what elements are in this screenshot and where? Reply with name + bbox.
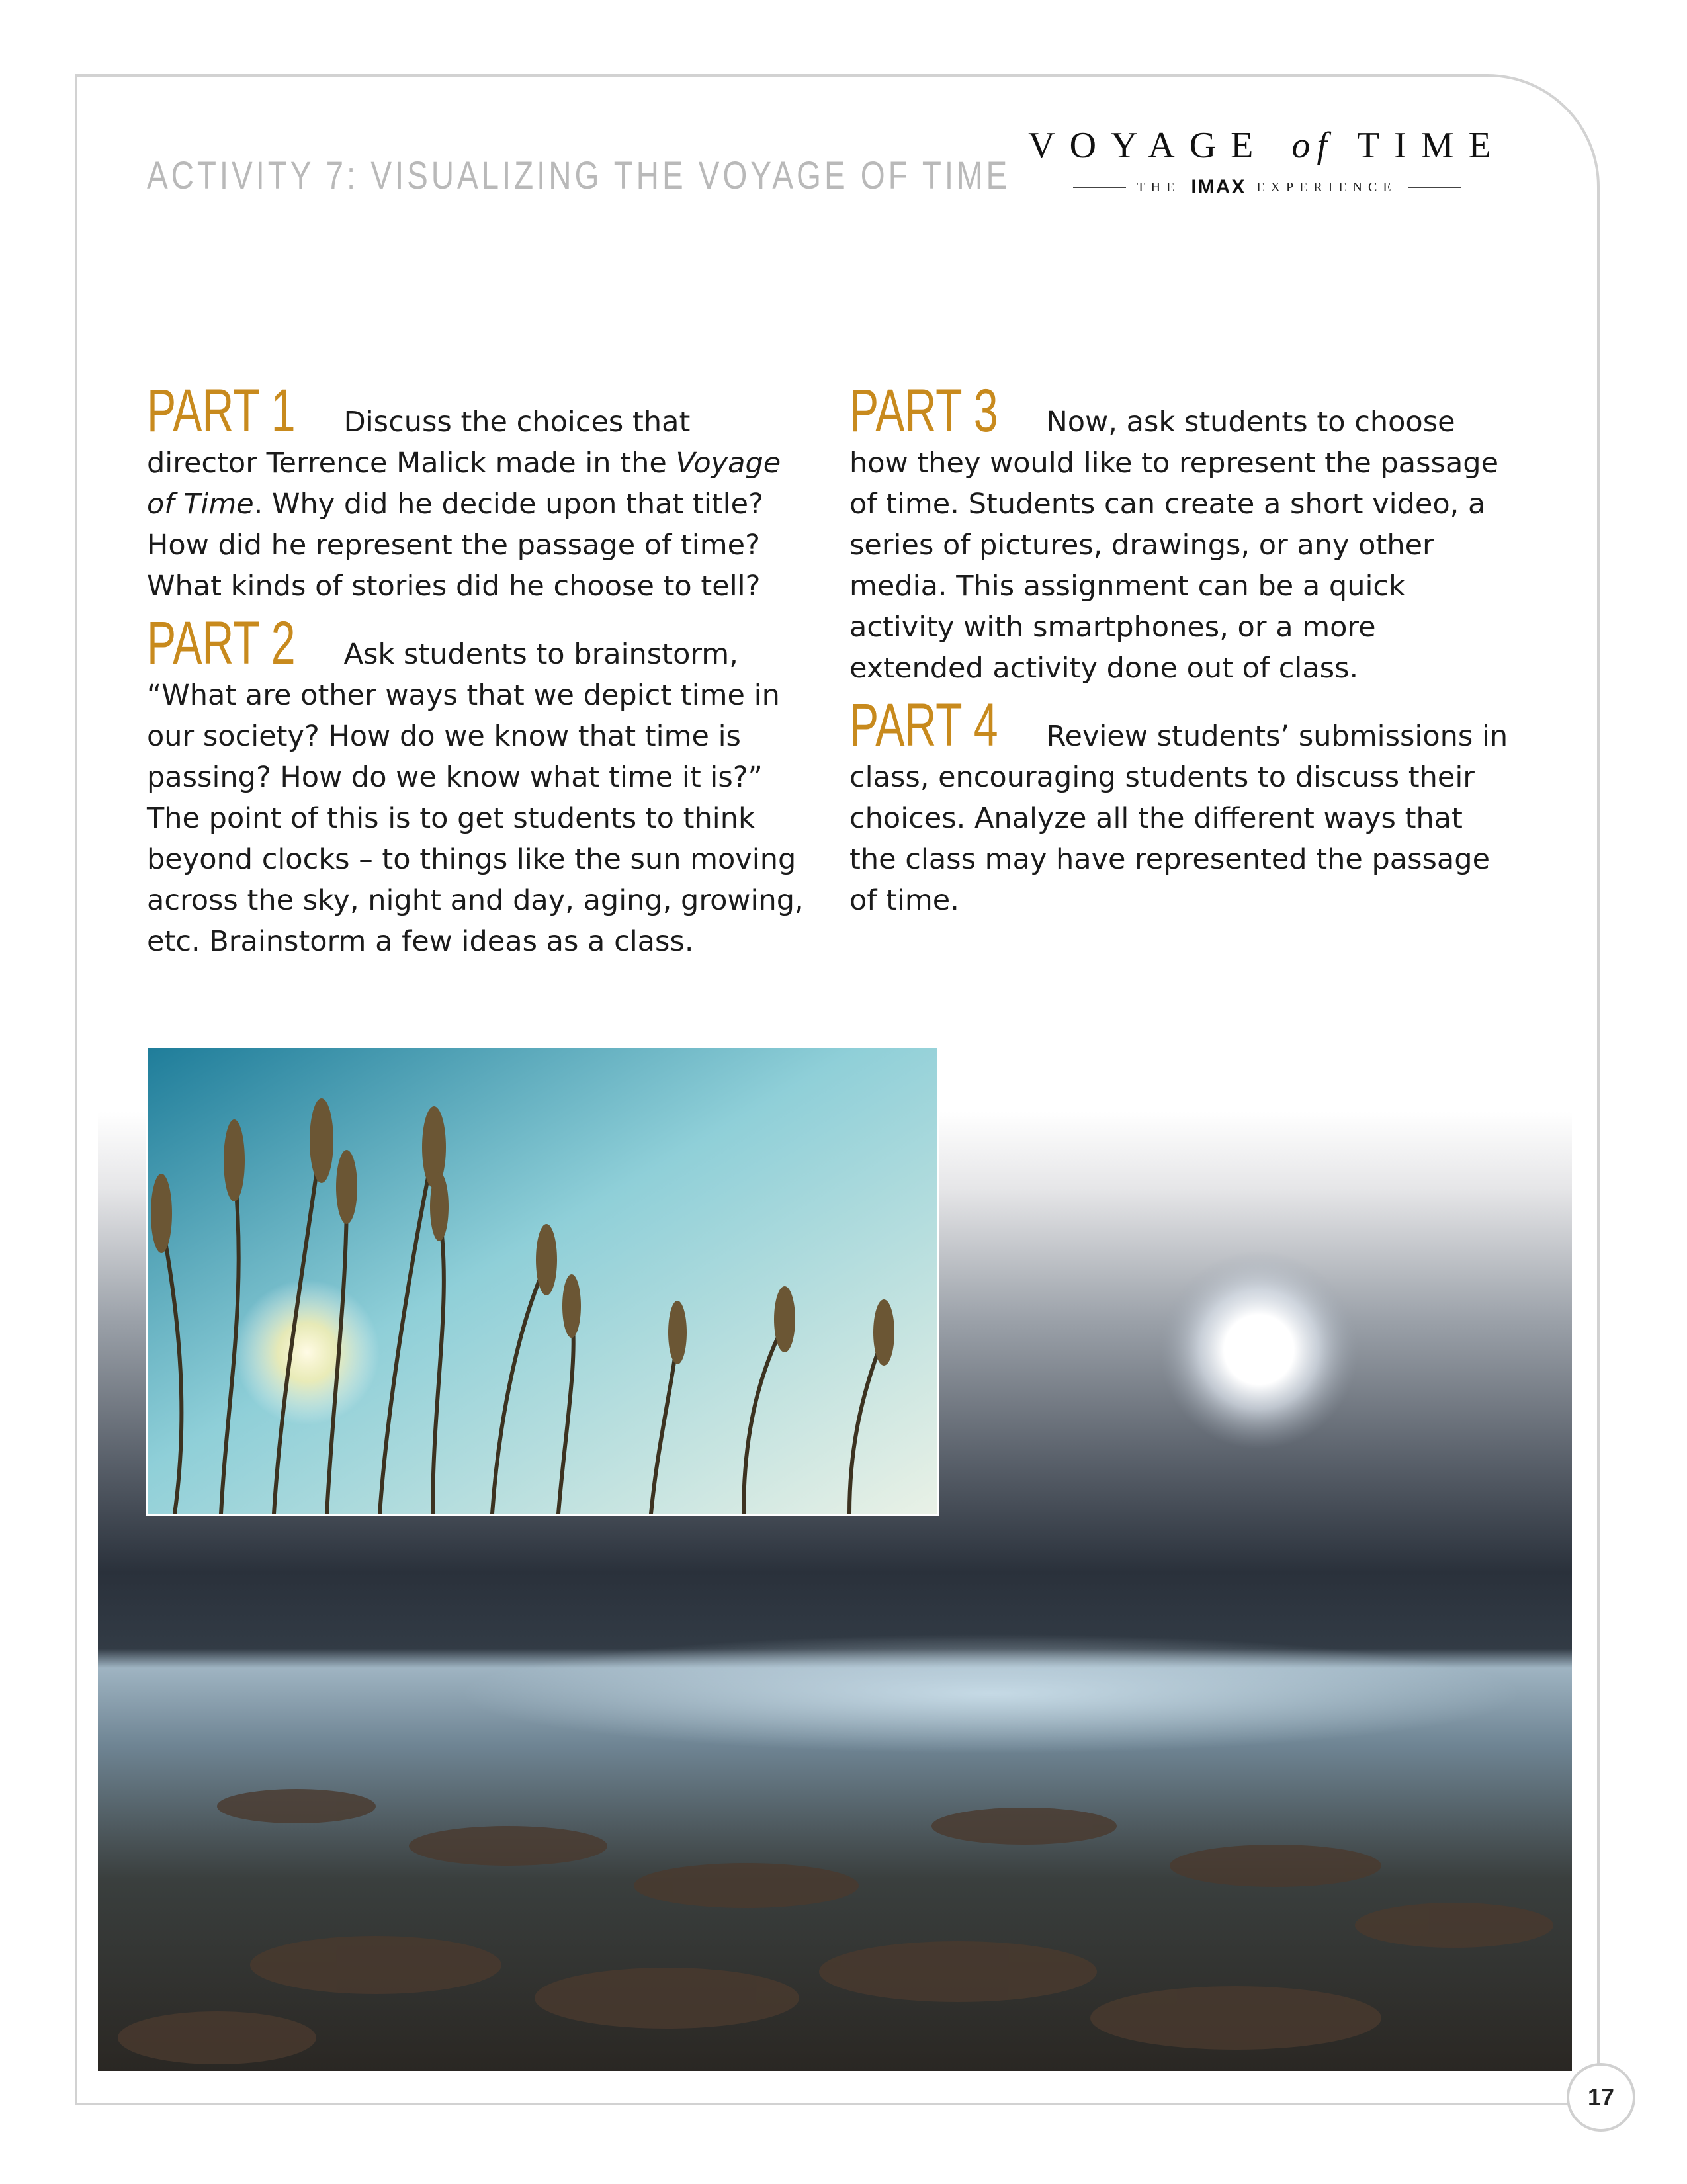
logo-title-time: TIME	[1356, 125, 1506, 166]
part-2-text: Ask students to brainstorm, “What are other ways that we depict time in our society? How do we know that time is passing? How do we know what time it is?” The point of this is to get students to think beyond clocks – to things like the sun moving across the sky, night and day, aging, growing, etc. Brainstorm a few ideas as a class.	[147, 638, 804, 958]
logo-sub-the: THE	[1137, 179, 1181, 195]
part-1-heading: PART 1	[147, 377, 296, 445]
wheat-sunlight-photo	[146, 1045, 939, 1516]
logo-title	[999, 124, 1535, 167]
logo-rule-left	[1073, 187, 1126, 188]
logo-sub-imax: IMAX	[1191, 176, 1246, 198]
part-1-italic-title: Voyage of Time	[147, 447, 781, 521]
logo-rule-right	[1408, 187, 1461, 188]
voyage-of-time-logo	[999, 124, 1535, 204]
logo-title-voyage: VOYAGE	[1028, 125, 1268, 166]
logo-subtitle	[999, 176, 1535, 198]
part-4-heading: PART 4	[849, 691, 998, 759]
part-3-heading: PART 3	[849, 377, 998, 445]
part-3	[849, 377, 1511, 689]
wheat-image	[148, 1048, 937, 1514]
right-column	[849, 377, 1511, 937]
left-column	[147, 377, 808, 978]
part-3-text: Now, ask students to choose how they would like to represent the passage of time. Students can create a short video, a series of pictures, drawings, or any other media. This assignment can be a quick activity with smartphones, or a more extended activity done out of class.	[849, 406, 1499, 685]
logo-sub-experience: EXPERIENCE	[1256, 179, 1397, 195]
part-2-heading: PART 2	[147, 609, 296, 677]
part-1-text-a: Discuss the choices that director Terrence Malick made in the	[147, 406, 691, 480]
page-number: 17	[1567, 2063, 1635, 2132]
part-1	[147, 377, 808, 607]
activity-title: ACTIVITY 7: VISUALIZING THE VOYAGE OF TIME	[147, 154, 1011, 197]
part-4	[849, 691, 1511, 921]
part-2	[147, 609, 808, 962]
part-4-text: Review students’ submissions in class, encouraging students to discuss their choices. Analyze all the different ways that the class may have represented the passage of time.	[849, 720, 1508, 917]
logo-title-of: of	[1291, 125, 1334, 166]
part-1-text-b: . Why did he decide upon that title? How did he represent the passage of time? What kinds of stories did he choose to tell?	[147, 488, 763, 603]
